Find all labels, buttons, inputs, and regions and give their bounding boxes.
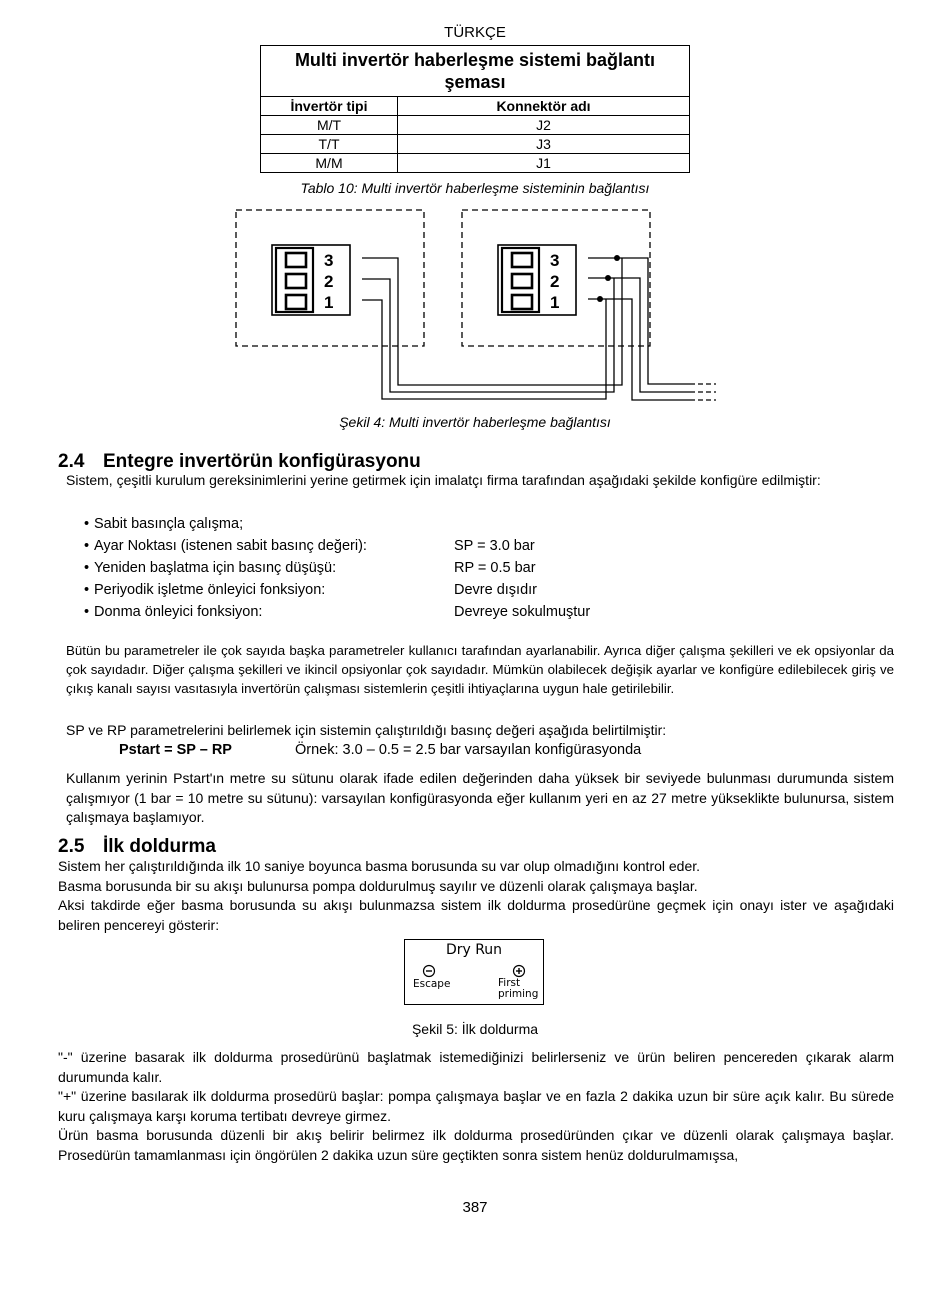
- minus-circle-icon[interactable]: [422, 964, 436, 978]
- setting-value: Devreye sokulmuştur: [454, 604, 591, 620]
- column-header-connector: Konnektör adı: [398, 97, 690, 116]
- first-priming-label: First priming: [498, 977, 539, 1000]
- pin-label: 2: [324, 272, 334, 291]
- paragraph: "+" üzerine basılarak ilk doldurma prosedürü başlar: pompa çalışmaya başlar ve en fazla 2 dakika uzun bir süre açık kalır. Bu sürede kuru çalışmaya karşı koruma tertibatı devreye girmez.: [58, 1088, 894, 1124]
- list-item: • Periyodik işletme önleyici fonksiyon:: [84, 582, 326, 598]
- connector-1: [272, 245, 350, 315]
- dry-run-dialog: [404, 939, 544, 1005]
- table-row: [261, 135, 690, 154]
- paragraph: Aksi takdirde eğer basma borusunda su akışı bulunmazsa sistem ilk doldurma prosedürüne geçmek için onayı ister ve aşağıdaki beliren pencereyi gösterir:: [58, 897, 894, 933]
- paragraph: Basma borusunda bir su akışı bulunursa pompa doldurulmuş sayılır ve düzenli olarak çalışmaya başlar.: [58, 878, 698, 894]
- formula: Pstart = SP – RP: [119, 742, 232, 758]
- table-cell: M/T: [261, 116, 398, 135]
- list-item: • Sabit basınçla çalışma;: [84, 516, 244, 532]
- list-item: • Donma önleyici fonksiyon:: [84, 604, 263, 620]
- table-caption: Tablo 10: Multi invertör haberleşme sisteminin bağlantısı: [300, 180, 650, 196]
- section-number: 2.4: [58, 451, 85, 472]
- paragraph: Ürün basma borusunda düzenli bir akış belirir belirmez ilk doldurma prosedüründen çıkar ve düzenli olarak çalışmaya başlar. Prosedürün tamamlanması için öngörülen 2 dakika uzun süre geçtikten sonra sistem henüz doldurulmamışsa,: [58, 1127, 894, 1163]
- list-item: • Yeniden başlatma için basınç düşüşü:: [84, 560, 337, 576]
- section-heading: [58, 451, 421, 473]
- paragraph: Kullanım yerinin Pstart'ın metre su sütunu olarak ifade edilen değerinden daha yüksek bir seviyede bulunması durumunda sistem çalışmıyor (1 bar = 10 metre su sütunu): varsayılan konfigürasyonda eğer kullanım yeri en az 27 metre yükseklikte bulunursa, sistem çalışmaya başlamıyor.: [66, 770, 894, 825]
- plus-circle-icon[interactable]: [512, 964, 526, 978]
- figure-caption: Şekil 5: İlk doldurma: [411, 1021, 539, 1037]
- dialog-title: Dry Run: [445, 942, 503, 958]
- table-row: [261, 154, 690, 173]
- column-header-inverter-type: İnvertör tipi: [261, 97, 398, 116]
- table-title: Multi invertör haberleşme sistemi bağlantı şeması: [261, 46, 690, 97]
- paragraph: Sistem her çalıştırıldığında ilk 10 saniye boyunca basma borusunda su var olup olmadığını kontrol eder.: [58, 858, 701, 874]
- table-cell: J1: [398, 154, 690, 173]
- connector-2: [498, 245, 576, 315]
- section-title: Entegre invertörün konfigürasyonu: [103, 451, 421, 472]
- section-title: İlk doldurma: [103, 836, 216, 857]
- figure-caption: Şekil 4: Multi invertör haberleşme bağlantısı: [339, 414, 611, 430]
- paragraph: Bütün bu parametreler ile çok sayıda başka parametreler kullanıcı tarafından ayarlanabilir. Ayrıca diğer çalışma şekilleri ve ek opsiyonlar da çok sayıdadır. Diğer çalışma şekilleri ve ikincil opsiyonlar çok sayıdadır. Mümkün olabilecek değişik ayarlar ve konfigüre edilebilecek giriş ve çıkış kanalı sayısı vasıtasıyla invertörün çalışması sistemlerin çeşitli ihtiyaçlarına uygun hale getirilebilir.: [66, 643, 894, 696]
- table-cell: J3: [398, 135, 690, 154]
- escape-label: Escape: [413, 978, 451, 990]
- list-item: • Ayar Noktası (istenen sabit basınç değeri):: [84, 538, 367, 554]
- setting-value: RP = 0.5 bar: [454, 560, 536, 576]
- section-heading: [58, 836, 216, 858]
- connection-table: [260, 45, 690, 173]
- table-cell: T/T: [261, 135, 398, 154]
- page-number: 387: [462, 1199, 488, 1216]
- table-row: [261, 116, 690, 135]
- setting-value: Devre dışıdır: [454, 582, 537, 598]
- paragraph: SP ve RP parametrelerini belirlemek için sistemin çalıştırıldığı basınç değeri aşağıda belirtilmiştir:: [66, 722, 667, 738]
- setting-value: SP = 3.0 bar: [454, 538, 535, 554]
- pin-label: 1: [324, 293, 334, 312]
- pin-label: 3: [324, 251, 334, 270]
- language-header: TÜRKÇE: [444, 24, 506, 41]
- wiring-diagram: [0, 200, 950, 410]
- pin-label: 2: [550, 272, 560, 291]
- formula-example: Örnek: 3.0 – 0.5 = 2.5 bar varsayılan konfigürasyonda: [295, 742, 642, 758]
- pin-label: 3: [550, 251, 560, 270]
- table-cell: M/M: [261, 154, 398, 173]
- table-cell: J2: [398, 116, 690, 135]
- section-number: 2.5: [58, 836, 85, 857]
- pin-label: 1: [550, 293, 560, 312]
- paragraph: "-" üzerine basarak ilk doldurma prosedürünü başlatmak istemediğinizi belirlerseniz ve ürün beliren pencereden çıkarak alarm durumunda kalır.: [58, 1049, 894, 1085]
- paragraph: Sistem, çeşitli kurulum gereksinimlerini yerine getirmek için imalatçı firma tarafından aşağıdaki şekilde konfigüre edilmiştir:: [66, 472, 821, 488]
